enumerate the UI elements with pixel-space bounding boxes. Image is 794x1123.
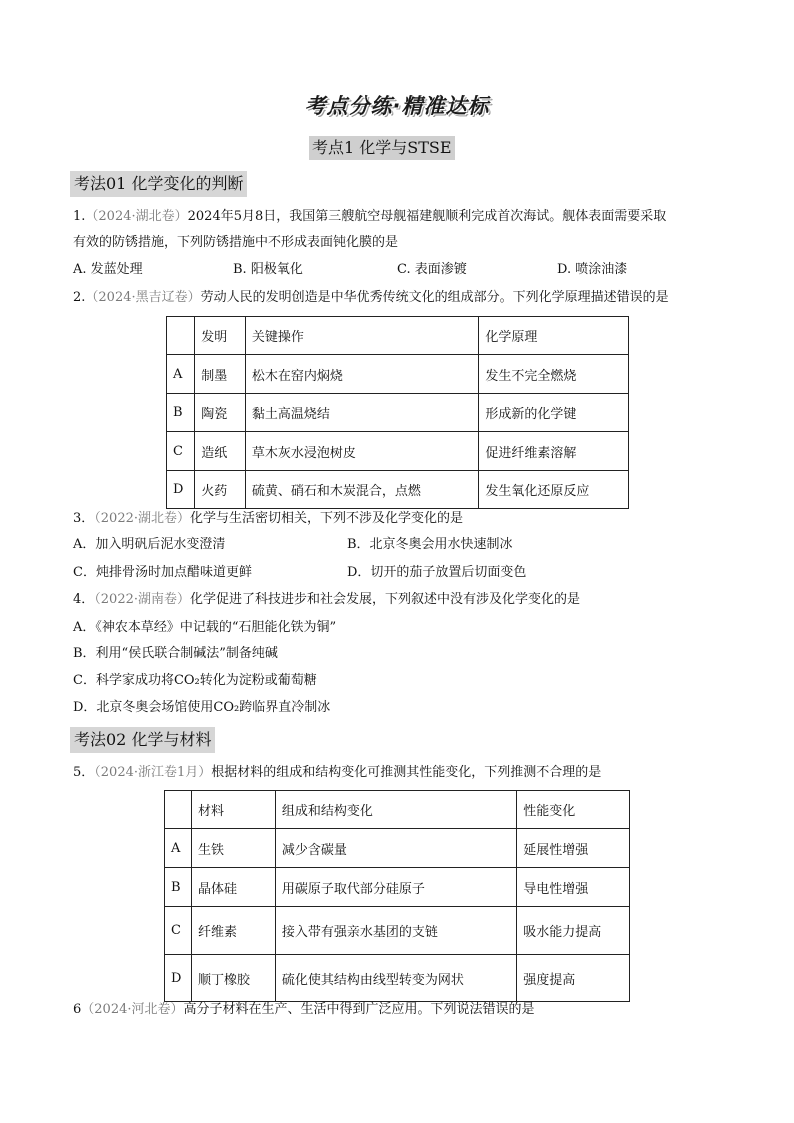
question-6-line [73,1000,535,1020]
question-number: 5． [73,765,95,780]
table-header-cell: 性能变化 [517,791,630,829]
table-header-cell: 关键操作 [245,317,479,355]
q4-option-c: C．科学家成功将CO₂转化为淀粉或葡萄糖 [73,673,317,688]
table-cell: 发生氧化还原反应 [479,471,629,509]
q3-option-d: D．切开的茄子放置后切面变色 [347,565,527,580]
question-5-line [73,763,601,783]
q1-option-c: C. 表面渗镀 [397,262,467,277]
table-row [167,471,629,509]
q3-option-c: C．炖排骨汤时加点醋味道更鲜 [73,565,252,580]
question-4-line [73,590,580,610]
q1-option-d: D. 喷涂油漆 [557,262,628,277]
q4-option-d: D．北京冬奥会场馆使用CO₂跨临界直冷制冰 [73,700,331,715]
table-row [167,432,629,471]
table-cell: 造纸 [195,432,246,471]
table-cell: D [167,471,195,509]
question-text: 2024年5月8日，我国第三艘航空母舰福建舰顺利完成首次海试。舰体表面需要采取 [187,209,667,224]
table-cell: 促进纤维素溶解 [479,432,629,471]
q4-option-a: A．《神农本草经》中记载的“石胆能化铁为铜” [73,620,337,635]
question-1-line-2: 有效的防锈措施，下列防锈措施中不形成表面钝化膜的是 [73,235,399,250]
table-cell: 制墨 [195,355,246,394]
q4-option-b: B．利用“侯氏联合制碱法”制备纯碱 [73,646,278,661]
table-cell: 硫黄、硝石和木炭混合，点燃 [245,471,479,509]
table-cell: 硫化使其结构由线型转变为网状 [275,955,516,1002]
question-number: 2. [73,290,86,305]
question-number: 3． [73,511,95,526]
table-cell: 用碳原子取代部分硅原子 [275,868,516,907]
question-source: （2022·湖南卷） [94,592,190,607]
question-number: 4． [73,592,95,607]
q1-option-a: A. 发蓝处理 [73,262,143,277]
table-header-cell: 化学原理 [479,317,629,355]
question-number: 6 [73,1002,82,1017]
table-row [167,394,629,432]
table-cell: B [167,394,195,432]
table-cell: 晶体硅 [191,868,275,907]
table-cell: 发生不完全燃烧 [479,355,629,394]
question-text: 高分子材料在生产、生活中得到广泛应用。下列说法错误的是 [183,1002,535,1017]
question-3-line [73,509,463,529]
table-cell: 减少含碳量 [275,829,516,868]
q5-table [164,790,630,1002]
table-cell: 黏土高温烧结 [245,394,479,432]
table-cell: 接入带有强亲水基团的支链 [275,907,516,955]
question-text: 化学与生活密切相关，下列不涉及化学变化的是 [190,511,464,526]
table-header-cell: 发明 [195,317,246,355]
table-header-row [165,791,630,829]
table-cell: 火药 [195,471,246,509]
question-source: （2024·黑吉辽卷） [85,290,201,305]
question-source: （2024·河北卷） [81,1002,184,1017]
topic-subtitle: 考点1 化学与STSE [309,136,455,160]
q3-option-b: B．北京冬奥会用水快速制冰 [347,537,513,552]
table-cell: 草木灰水浸泡树皮 [245,432,479,471]
table-header-cell: 组成和结构变化 [275,791,516,829]
table-cell: 吸水能力提高 [517,907,630,955]
question-text: 根据材料的组成和结构变化可推测其性能变化，下列推测不合理的是 [211,765,602,780]
table-header-cell: 材料 [191,791,275,829]
table-cell: 强度提高 [517,955,630,1002]
table-header-cell [165,791,192,829]
table-cell: A [167,355,195,394]
table-row [165,868,630,907]
section-heading-2: 考法02 化学与材料 [70,727,215,753]
question-1-line-1 [73,207,666,227]
table-row [165,955,630,1002]
table-cell: B [165,868,192,907]
table-cell: 导电性增强 [517,868,630,907]
table-row [165,907,630,955]
question-source: （2024·浙江卷1月） [94,765,212,780]
page-title: 考点分练·精准达标 [304,94,490,118]
table-cell: 陶瓷 [195,394,246,432]
table-cell: 形成新的化学键 [479,394,629,432]
table-cell: C [165,907,192,955]
question-2-line [73,288,669,308]
table-cell: 顺丁橡胶 [191,955,275,1002]
table-cell: A [165,829,192,868]
question-number: 1. [73,209,86,224]
table-header-cell [167,317,195,355]
question-text: 劳动人民的发明创造是中华优秀传统文化的组成部分。下列化学原理描述错误的是 [200,290,669,305]
q1-option-b: B. 阳极氧化 [233,262,303,277]
table-cell: D [165,955,192,1002]
table-row [167,355,629,394]
q2-table [166,316,629,509]
table-row [165,829,630,868]
table-cell: 生铁 [191,829,275,868]
table-cell: C [167,432,195,471]
section-heading-1: 考法01 化学变化的判断 [70,171,247,197]
table-header-row [167,317,629,355]
question-source: （2022·湖北卷） [94,511,190,526]
question-text: 化学促进了科技进步和社会发展，下列叙述中没有涉及化学变化的是 [190,592,581,607]
table-cell: 纤维素 [191,907,275,955]
q3-option-a: A．加入明矾后泥水变澄清 [73,537,226,552]
table-cell: 松木在窑内焖烧 [245,355,479,394]
table-cell: 延展性增强 [517,829,630,868]
question-source: （2024·湖北卷） [85,209,188,224]
